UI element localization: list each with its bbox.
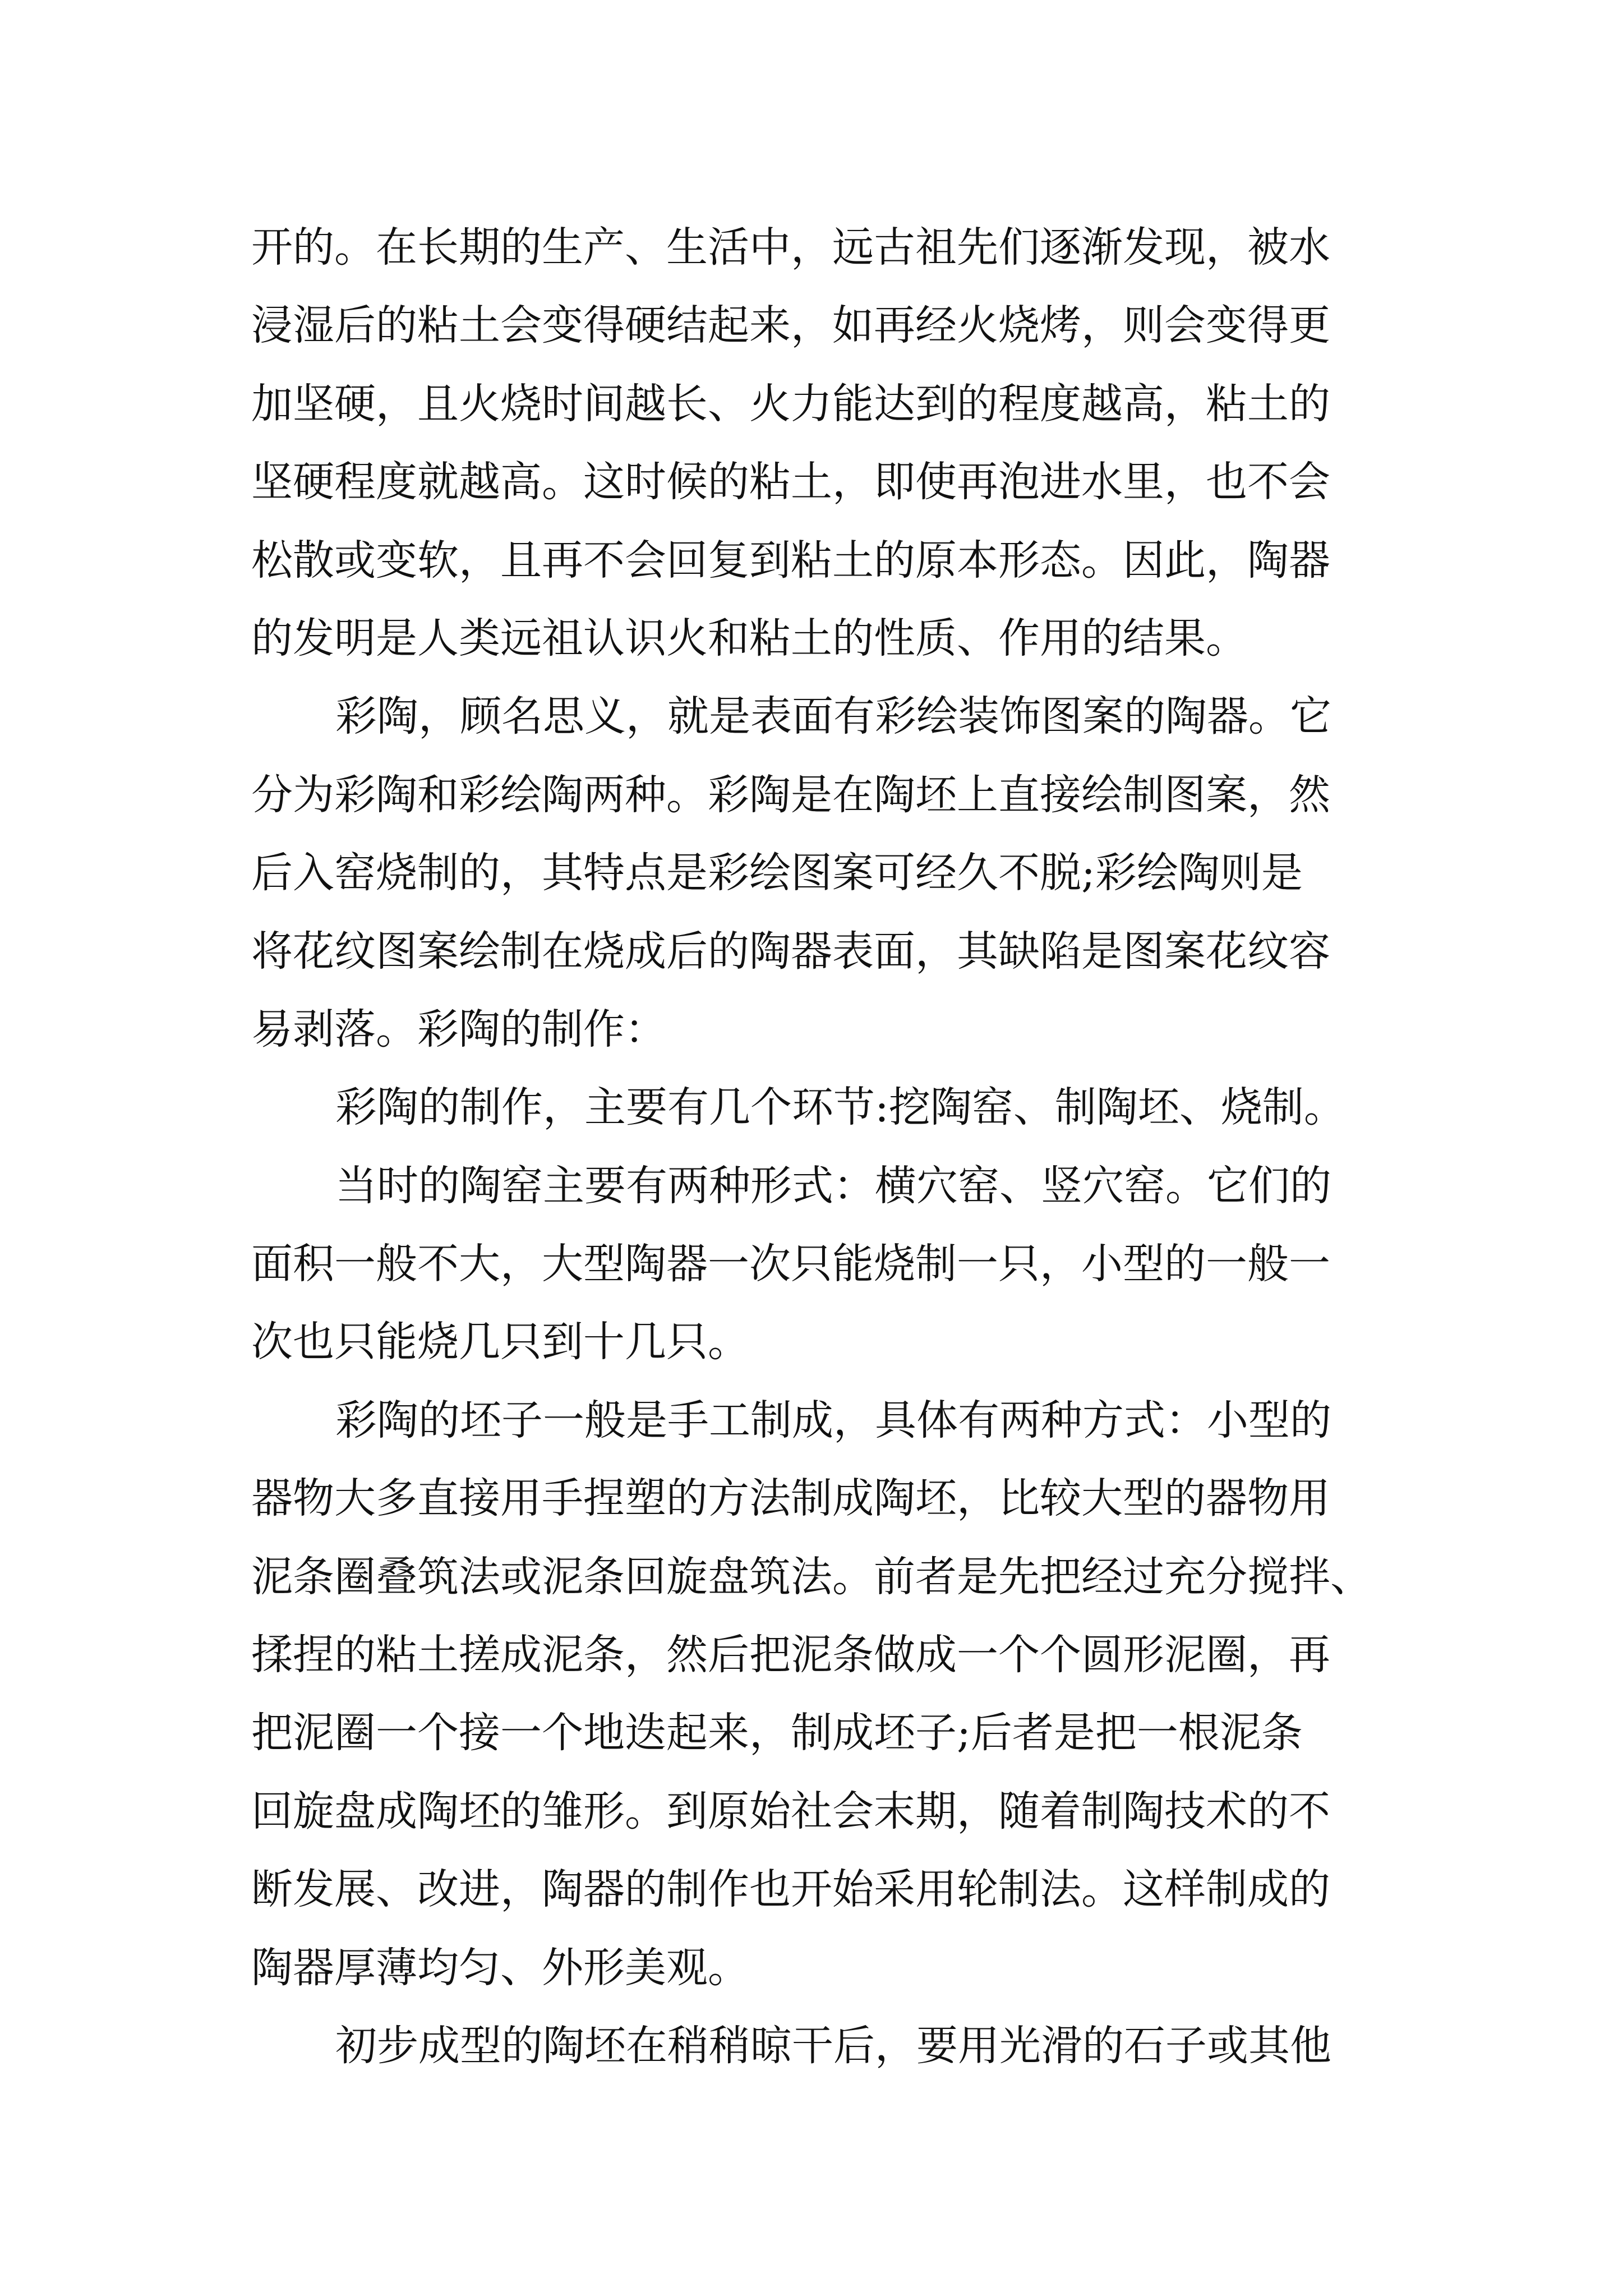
text-line: 器物大多直接用手捏塑的方法制成陶坯，比较大型的器物用 — [251, 1474, 1330, 1523]
text-line: 浸湿后的粘土会变得硬结起来，如再经火烧烤，则会变得更 — [251, 301, 1330, 350]
text-line: 开的。在长期的生产、生活中，远古祖先们逐渐发现，被水 — [251, 223, 1330, 272]
text-line: 回旋盘成陶坯的雏形。到原始社会末期，随着制陶技术的不 — [251, 1787, 1330, 1835]
paragraph-first-line: 彩陶，顾名思义，就是表面有彩绘装饰图案的陶器。它 — [335, 692, 1331, 741]
text-line: 把泥圈一个接一个地迭起来，制成坯子;后者是把一根泥条 — [251, 1709, 1303, 1757]
text-line: 揉捏的粘土搓成泥条，然后把泥条做成一个个圆形泥圈，再 — [251, 1631, 1330, 1680]
text-line: 断发展、改进，陶器的制作也开始采用轮制法。这样制成的 — [251, 1865, 1330, 1914]
text-line: 后入窑烧制的，其特点是彩绘图案可经久不脱;彩绘陶则是 — [251, 849, 1303, 898]
text-line: 易剥落。彩陶的制作： — [251, 1005, 666, 1053]
text-line: 将花纹图案绘制在烧成后的陶器表面，其缺陷是图案花纹容 — [251, 927, 1330, 976]
text-line: 的发明是人类远祖认识火和粘土的性质、作用的结果。 — [251, 614, 1247, 662]
paragraph-first-line: 初步成型的陶坯在稍稍晾干后，要用光滑的石子或其他 — [335, 2021, 1331, 2070]
text-line: 泥条圈叠筑法或泥条回旋盘筑法。前者是先把经过充分搅拌、 — [251, 1552, 1372, 1601]
document-body — [251, 209, 1378, 2085]
text-line: 陶器厚薄均匀、外形美观。 — [251, 1943, 749, 1992]
text-line: 分为彩陶和彩绘陶两种。彩陶是在陶坯上直接绘制图案，然 — [251, 770, 1330, 819]
text-line: 松散或变软，且再不会回复到粘土的原本形态。因此，陶器 — [251, 536, 1330, 585]
paragraph-first-line: 彩陶的坯子一般是手工制成，具体有两种方式：小型的 — [335, 1396, 1331, 1444]
text-line: 坚硬程度就越高。这时候的粘土，即使再泡进水里，也不会 — [251, 458, 1330, 507]
text-line: 加坚硬，且火烧时间越长、火力能达到的程度越高，粘土的 — [251, 379, 1330, 428]
paragraph-first-line: 彩陶的制作，主要有几个环节:挖陶窑、制陶坯、烧制。 — [335, 1083, 1345, 1132]
text-line: 次也只能烧几只到十几只。 — [251, 1318, 749, 1366]
text-line: 面积一般不大，大型陶器一次只能烧制一只，小型的一般一 — [251, 1240, 1330, 1289]
paragraph-first-line: 当时的陶窑主要有两种形式：横穴窑、竖穴窑。它们的 — [335, 1161, 1331, 1210]
